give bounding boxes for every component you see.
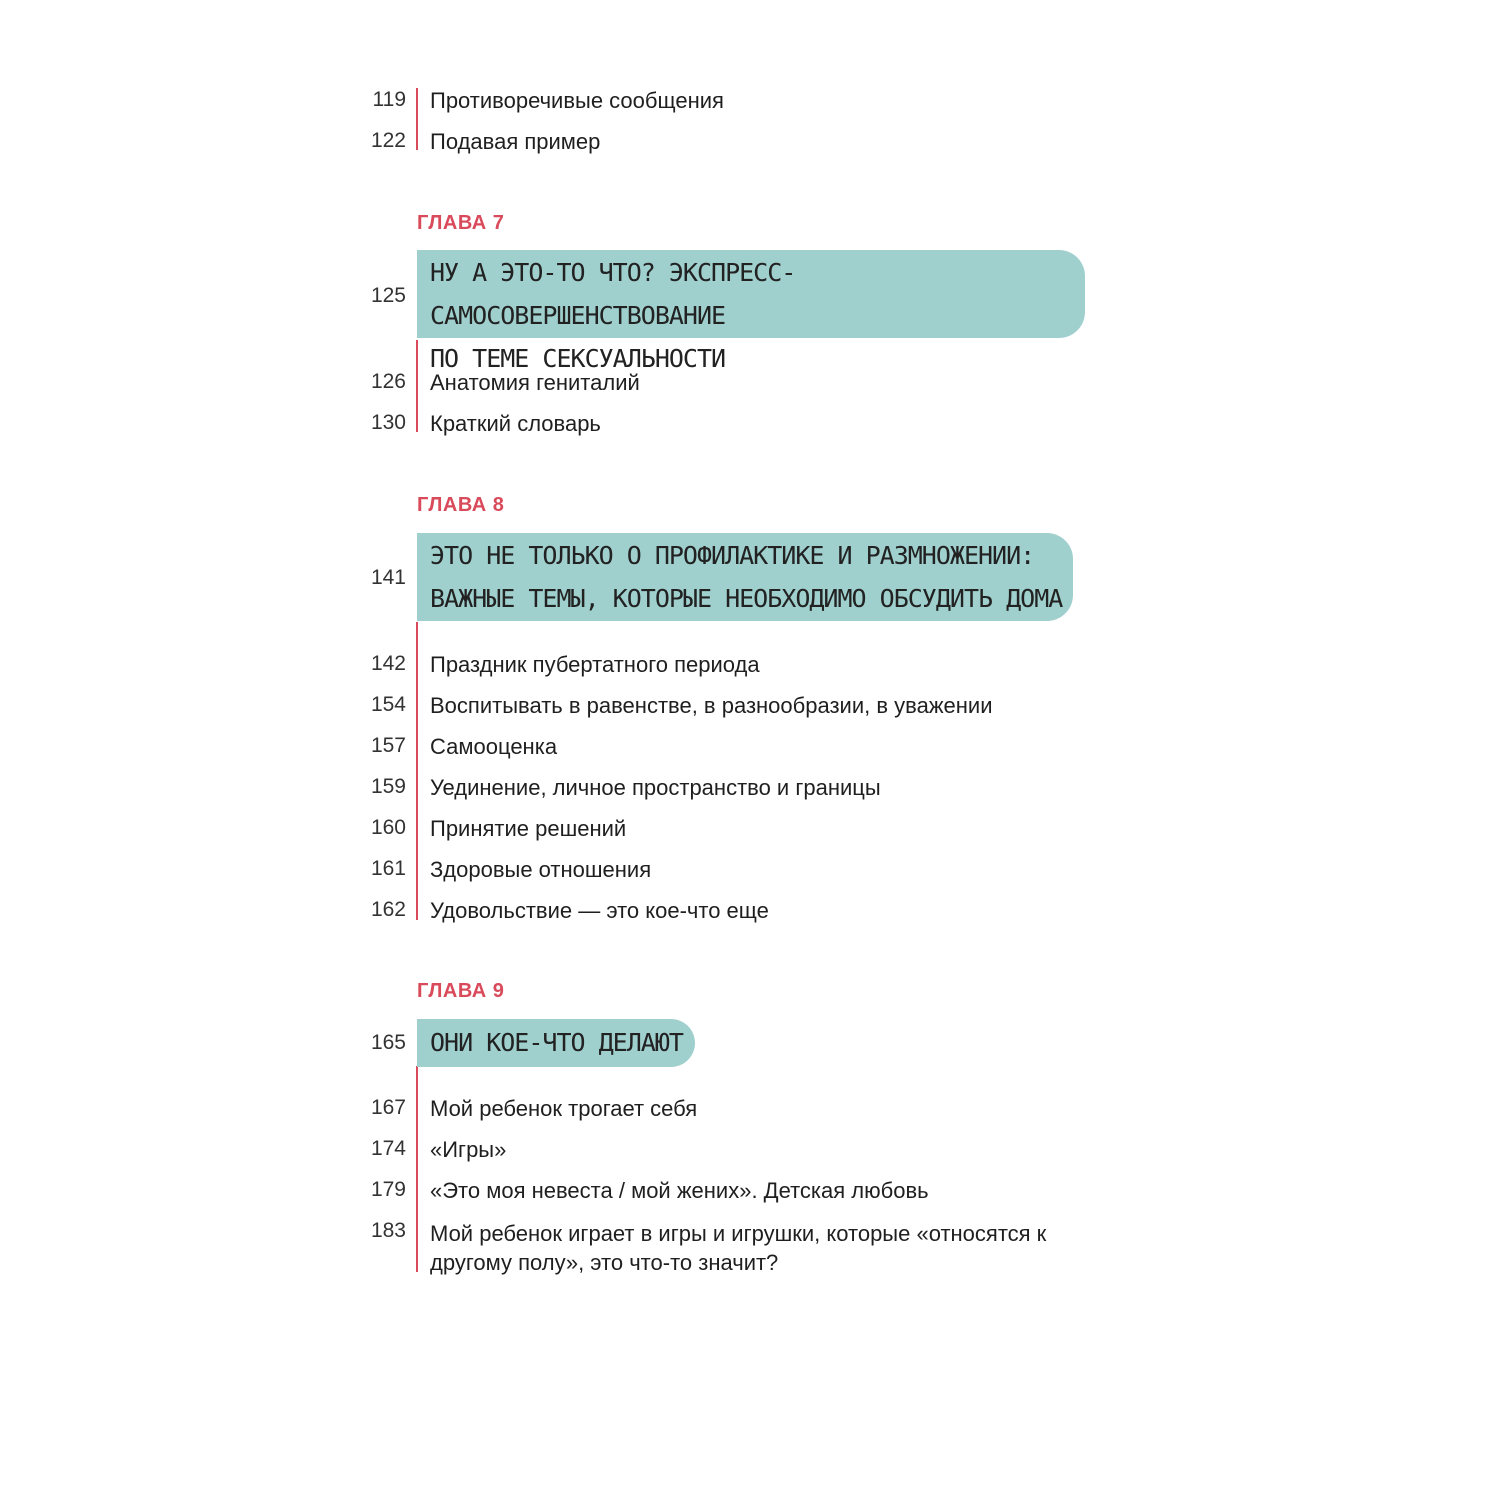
- entry-title: Мой ребенок играет в игры и игрушки, которые «относятся к другому полу», это что-то значит?: [430, 1221, 1047, 1275]
- chapter-title-line: ВАЖНЫЕ ТЕМЫ, КОТОРЫЕ НЕОБХОДИМО ОБСУДИТЬ ДОМА: [430, 584, 1063, 613]
- toc-entry[interactable]: [350, 652, 1110, 692]
- entry-title: Мой ребенок трогает себя: [430, 1096, 698, 1121]
- page-number: 160: [370, 816, 406, 839]
- chapter-title-pill[interactable]: [417, 533, 1073, 621]
- chapter-label: ГЛАВА 7: [417, 212, 505, 234]
- page-number: 142: [370, 652, 406, 675]
- page-number: 161: [370, 857, 406, 880]
- page-number: 162: [370, 898, 406, 921]
- entry-title: Самооценка: [430, 734, 558, 759]
- page-number: 159: [370, 775, 406, 798]
- page-number: 179: [370, 1178, 406, 1201]
- toc-entry[interactable]: [350, 898, 1110, 938]
- toc-entry[interactable]: [350, 1137, 1110, 1177]
- toc-entry[interactable]: [350, 1219, 1110, 1279]
- entry-title: Краткий словарь: [430, 411, 601, 436]
- entry-title: Праздник пубертатного периода: [430, 652, 760, 677]
- entry-title: Воспитывать в равенстве, в разнообразии, в уважении: [430, 693, 993, 718]
- toc-entry[interactable]: [350, 1096, 1110, 1136]
- page-number: 167: [370, 1096, 406, 1119]
- toc-entry[interactable]: [350, 370, 1110, 410]
- page-number: 174: [370, 1137, 406, 1160]
- entry-title: Подавая пример: [430, 129, 601, 154]
- chapter-label: ГЛАВА 8: [417, 494, 505, 516]
- toc-entry[interactable]: [350, 1178, 1110, 1218]
- toc-entry[interactable]: [350, 775, 1110, 815]
- chapter-page-number: 165: [370, 1031, 406, 1054]
- page-number: 130: [370, 411, 406, 434]
- entry-title: Противоречивые сообщения: [430, 88, 724, 113]
- page-number: 154: [370, 693, 406, 716]
- page-number: 119: [372, 88, 406, 111]
- toc-entry[interactable]: [350, 816, 1110, 856]
- chapter-label: ГЛАВА 9: [417, 980, 505, 1002]
- chapter-title-pill[interactable]: [417, 1019, 695, 1067]
- chapter-title-pill[interactable]: [417, 250, 1085, 373]
- entry-title: Принятие решений: [430, 816, 627, 841]
- toc-entry[interactable]: [350, 857, 1110, 897]
- entry-title: Анатомия гениталий: [430, 370, 640, 395]
- entry-title: «Это моя невеста / мой жених». Детская любовь: [430, 1178, 929, 1203]
- chapter-title-line: ОНИ КОЕ-ЧТО ДЕЛАЮТ: [430, 1028, 683, 1057]
- page-number: 126: [370, 370, 406, 393]
- chapter-title-line: НУ А ЭТО-ТО ЧТО? ЭКСПРЕСС-САМОСОВЕРШЕНСТВОВАНИЕ: [430, 258, 796, 330]
- chapter-title-line: ЭТО НЕ ТОЛЬКО О ПРОФИЛАКТИКЕ И РАЗМНОЖЕНИИ:: [430, 541, 1035, 570]
- entry-title: Удовольствие — это кое-что еще: [430, 898, 769, 923]
- entry-title: Уединение, личное пространство и границы: [430, 775, 881, 800]
- toc-entry[interactable]: [350, 693, 1110, 733]
- chapter-page-number: 125: [370, 284, 406, 307]
- toc-entry[interactable]: [350, 88, 1110, 128]
- entry-title: «Игры»: [430, 1137, 507, 1162]
- toc-entry[interactable]: [350, 734, 1110, 774]
- page-number: 122: [370, 129, 406, 152]
- toc-entry[interactable]: [350, 411, 1110, 451]
- entry-title: Здоровые отношения: [430, 857, 652, 882]
- page-number: 183: [370, 1219, 406, 1242]
- chapter-title-line: ПО ТЕМЕ СЕКСУАЛЬНОСТИ: [430, 344, 726, 373]
- page-number: 157: [370, 734, 406, 757]
- chapter-page-number: 141: [370, 566, 406, 589]
- toc-entry[interactable]: [350, 129, 1110, 169]
